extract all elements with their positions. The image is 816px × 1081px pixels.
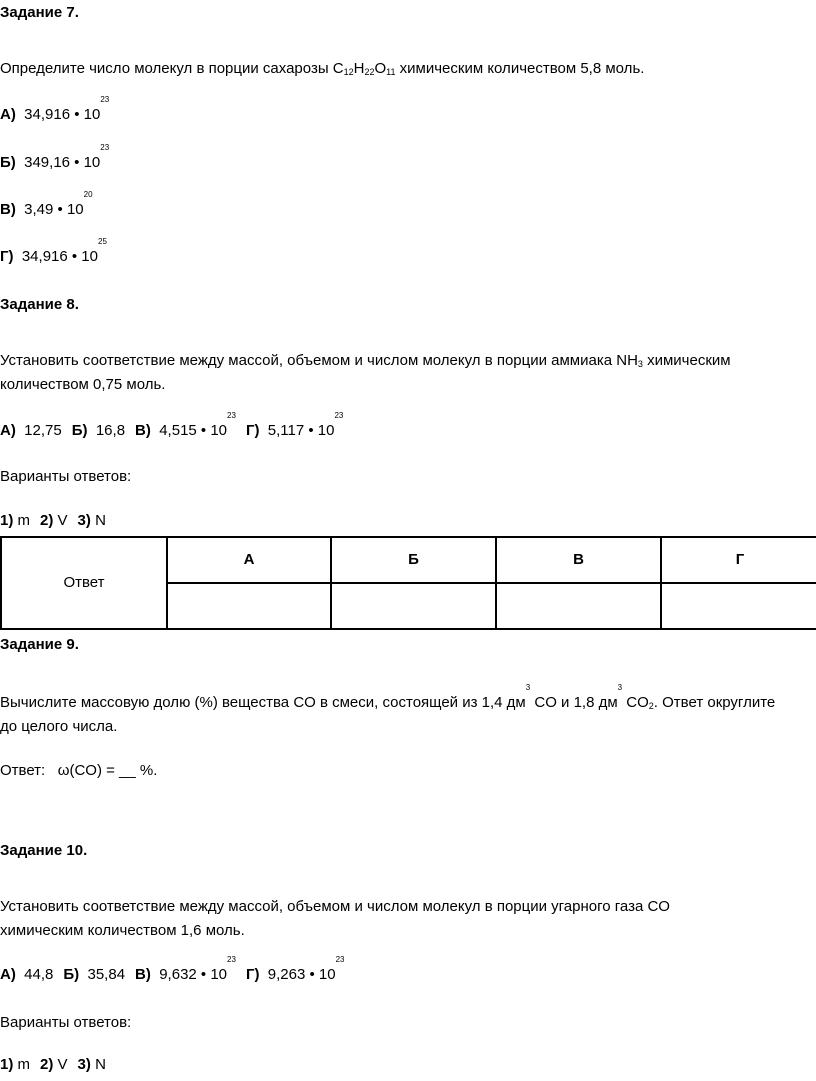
task8-question-line1: Установить соответствие между массой, объемом и числом молекул в порции аммиака $NH_3$ химическим [0,352,731,369]
header-cell-v: В [496,537,661,583]
task7-option-d: Г) 34,916 • $10^{25}$ [0,237,107,265]
task8-heading: Задание 8. [0,296,79,313]
answer-cell-a[interactable] [167,583,331,629]
task10-variants-label: Варианты ответов: [0,1014,132,1031]
task7-question: Определите число молекул в порции сахарозы $C_{12}H_{22}O_{11}$ химическим количеством 5,8 моль. [0,60,645,77]
answer-cell-b[interactable] [331,583,496,629]
header-cell-b: Б [331,537,496,583]
task10-question-line1: Установить соответствие между массой, объемом и числом молекул в порции угарного газа CO [0,898,670,915]
task7-option-c: В) 3,49 • $10^{20}$ [0,190,93,218]
task9-heading: Задание 9. [0,636,79,653]
header-cell-a: А [167,537,331,583]
task7-option-a: А) 34,916 • $10^{23}$ [0,95,110,123]
task9-question-line1: Вычислите массовую долю (%) вещества CO в смеси, состоящей из 1,4 $дм^3$ CO и 1,8 $дм^3$ $CO_2$. Ответ округлите [0,683,776,711]
task8-question-line2: количеством 0,75 моль. [0,376,166,393]
task10-variants: 1) m 2) V 3) N [0,1056,106,1073]
task9-question-line2: до целого числа. [0,718,118,735]
task10-question-line2: химическим количеством 1,6 моль. [0,922,245,939]
task8-variants-label: Варианты ответов: [0,468,132,485]
task8-answer-table [0,536,816,630]
task7-heading: Задание 7. [0,4,79,21]
task10-heading: Задание 10. [0,842,88,859]
task9-answer: Ответ: ω(CO) = __ %. [0,762,158,779]
task8-options: А) 12,75 Б) 16,8 В) 4,515 • $10^{23}Г$) 5,117 • $10^{23}$ [0,411,344,439]
answer-cell-g[interactable] [661,583,816,629]
task10-options: А) 44,8 Б) 35,84 В) 9,632 • $10^{23}Г$) 9,263 • $10^{23}$ [0,955,345,983]
header-cell-g: Г [661,537,816,583]
task8-variants: 1) m 2) V 3) N [0,512,106,529]
task7-option-b: Б) 349,16 • $10^{23}$ [0,143,110,171]
answer-label-cell: Ответ [1,537,167,629]
answer-cell-v[interactable] [496,583,661,629]
